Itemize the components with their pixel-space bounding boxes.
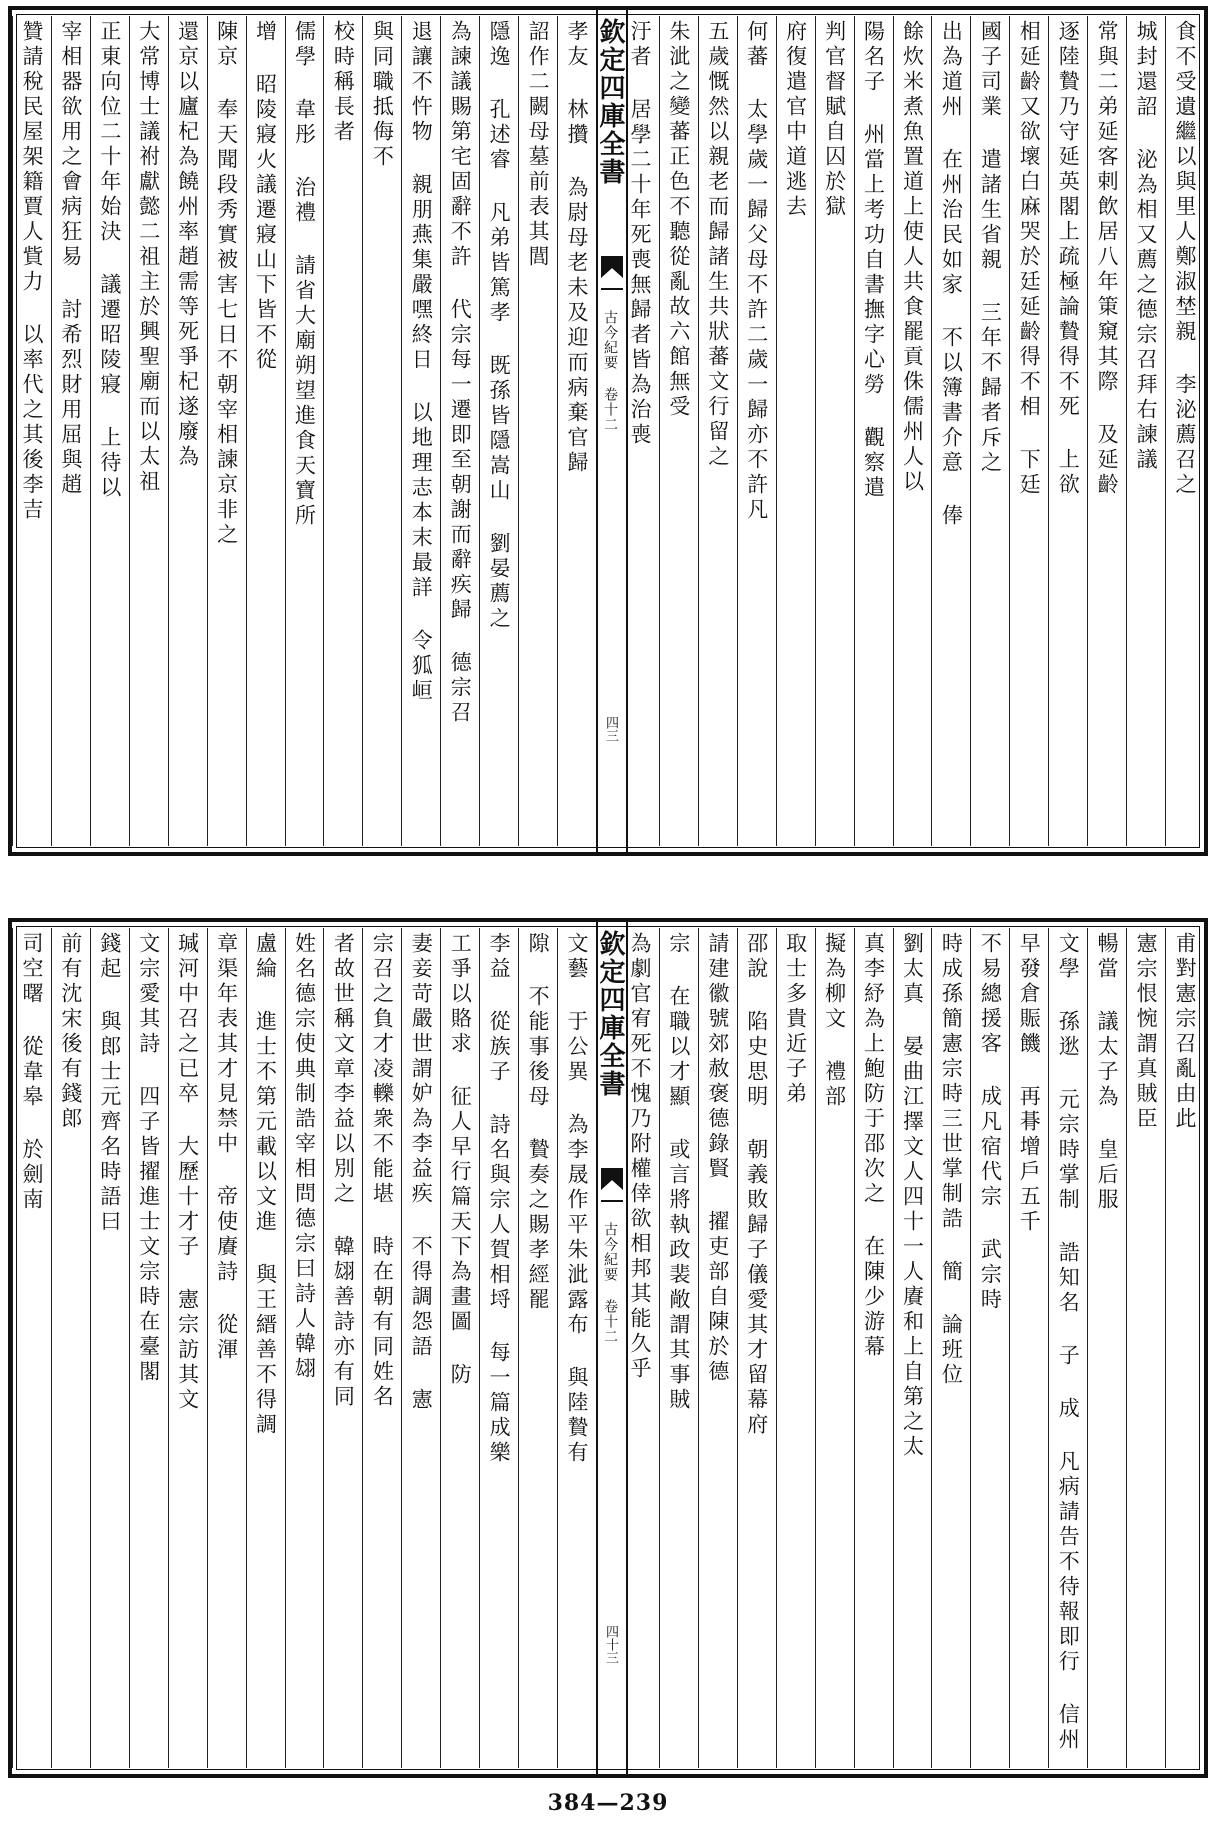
column-text: 取士多貴近子弟 [783,932,808,1107]
text-column [1126,928,1165,1768]
column-text: 盧綸 進士不第元載以文進 與王縉善不得調 [253,932,278,1438]
column-text: 妻妾苛嚴世謂妒為李益疾 不得調怨語 憲 [409,932,434,1413]
text-column [931,928,970,1768]
column-text: 真李紓為上鮑防于邵次之 在陳少游幕 [861,932,886,1360]
text-column [1126,16,1165,846]
column-text: 李益 從族子 詩名與宗人賀相埒 每一篇成樂 [487,932,512,1466]
text-column [854,16,893,846]
text-column [815,16,854,846]
text-column [285,16,324,846]
text-column [90,16,129,846]
text-column [12,928,51,1768]
column-text: 府復遣官中道逃去 [783,20,808,220]
column-text: 贊請稅民屋架籍賈人貲力 以率代之其後李吉 [19,20,44,523]
column-text: 出為道州 在州治民如家 不以簿書介意 俸 [939,20,964,529]
text-column [90,928,129,1768]
text-column [207,928,246,1768]
text-column [12,16,51,846]
column-text: 增 昭陵寢火議遷寢山下皆不從 [253,20,278,373]
text-column [854,928,893,1768]
column-text: 時成孫簡憲宗時三世掌制誥 簡 論班位 [939,932,964,1388]
text-column [1009,928,1048,1768]
footer-page-label: 384—239 [547,1790,669,1816]
column-text: 詔作二闕母墓前表其閭 [526,20,551,270]
column-text: 者故世稱文章李益以別之 韓翃善詩亦有同 [331,932,356,1410]
column-text: 隱逸 孔述睿 凡弟皆篤孝 既孫皆隱嵩山 劉晏薦之 [487,20,512,632]
top-center-fold [596,10,628,852]
text-column [51,16,90,846]
page-number: 四十三 [603,1625,618,1664]
column-text: 甫對憲宗召亂由此 [1173,932,1197,1132]
bottom-left-half [12,922,596,1774]
text-column [1165,928,1204,1768]
column-text: 餘炊米煮魚置道上使人共食罷貢侏儒州人以 [900,20,925,495]
text-column [1048,16,1087,846]
text-column [737,16,776,846]
text-column [246,16,285,846]
column-text: 請建徽號郊赦褒德錄賢 擢吏部自陳於德 [705,932,730,1385]
text-column [1087,16,1126,846]
text-column [401,928,440,1768]
text-column [518,16,557,846]
text-column [815,928,854,1768]
book-title: 欽定四庫全書 [595,930,625,1098]
column-text: 文宗愛其詩 四子皆擢進士文宗時在臺閣 [136,932,161,1385]
text-column [440,16,479,846]
text-column [557,928,596,1768]
text-column [1165,16,1204,846]
column-text: 姓名德宗使典制誥宰相問德宗曰詩人韓翃 [292,932,317,1382]
text-column [518,928,557,1768]
column-text: 錢起 與郎士元齊名時語曰 [97,932,122,1235]
text-column [557,16,596,846]
column-text: 正東向位二十年始決 議遷昭陵寢 上待以 [97,20,122,501]
bottom-center-fold [596,922,628,1774]
text-column [698,16,737,846]
bottom-right-half [620,922,1204,1774]
column-text: 國子司業 遣諸生省親 三年不歸者斥之 [978,20,1003,476]
column-text: 汙者 居學二十年死喪無歸者皆為治喪 [627,20,652,448]
column-text: 憲宗恨惋謂真賊臣 [1134,932,1159,1132]
book-subtitle: 古今紀要 卷十二 [602,310,618,432]
column-text: 儒學 韋彤 治禮 請省大廟朔望進食天寶所 [292,20,317,529]
book-subtitle: 古今紀要 卷十二 [602,1222,618,1344]
fishtail-line-icon [601,1200,623,1212]
bottom-page [8,918,1208,1778]
text-column [362,928,401,1768]
text-column [246,928,285,1768]
column-text: 瑊河中召之已卒 大歷十才子 憲宗訪其文 [175,932,200,1413]
fishtail-mark-icon [601,1168,623,1190]
text-column [737,928,776,1768]
text-column [970,16,1009,846]
text-column [323,928,362,1768]
column-text: 校時稱長者 [331,20,356,145]
column-text: 城封還詔 泌為相又薦之德宗召拜右諫議 [1134,20,1159,473]
text-column [931,16,970,846]
text-column [207,16,246,846]
column-text: 陽名子 州當上考功自書撫字心勞 觀察遣 [861,20,886,501]
text-column [440,928,479,1768]
column-text: 還京以廬杞為饒州率趙需等死爭杞遂廢為 [175,20,200,470]
text-column [129,928,168,1768]
column-text: 章渠年表其才見禁中 帝使賡詩 從渾 [214,932,239,1363]
top-right-half [620,10,1204,852]
text-column [1087,928,1126,1768]
column-text: 工爭以賂求 征人早行篇天下為畫圖 防 [448,932,473,1388]
text-column [776,928,815,1768]
column-text: 邵說 陷史思明 朝義敗歸子儀愛其才留幕府 [744,932,769,1438]
column-text: 暢當 議太子為 皇后服 [1095,932,1120,1213]
text-column [970,928,1009,1768]
text-column [698,928,737,1768]
column-text: 與同職抵侮不 [370,20,395,170]
text-column [659,928,698,1768]
column-text: 宰相器欲用之會病狂易 討希烈財用屈與趙 [58,20,83,498]
text-column [1048,928,1087,1768]
column-text: 朱泚之變蕃正色不聽從亂故六館無受 [666,20,691,420]
text-column [479,928,518,1768]
column-text: 食不受遺繼以與里人鄭淑埜親 李泌薦召之 [1173,20,1197,498]
book-title: 欽定四庫全書 [595,18,625,186]
column-text: 陳京 奉天聞段秀實被害七日不朝宰相諫京非之 [214,20,239,548]
fishtail-mark-icon [601,256,623,278]
text-column [893,928,932,1768]
column-text: 宗 在職以才顯 或言將執政裴敞謂其事賊 [666,932,691,1413]
text-column [1009,16,1048,846]
text-column [129,16,168,846]
column-text: 文學 孫逖 元宗時掌制 誥知名 子 成 凡病請告不待報即行 信州 [1056,932,1081,1753]
column-text: 判官督賦自囚於獄 [822,20,847,220]
text-column [51,928,90,1768]
column-text: 文藝 于公異 為李晟作平朱泚露布 與陸贄有 [565,932,589,1466]
fishtail-line-icon [601,288,623,300]
column-text: 早發倉賑饑 再朞增戶五千 [1017,932,1042,1235]
column-text: 為劇官宥死不愧乃附權倖欲相邦其能久乎 [627,932,652,1382]
column-text: 擬為柳文 禮部 [822,932,847,1110]
text-column [401,16,440,846]
column-text: 隙 不能事後母 贄奏之賜孝經罷 [526,932,551,1313]
column-text: 孝友 林攢 為尉母老未及迎而病棄官歸 [565,20,589,476]
column-text: 逐陸贄乃守延英閣上疏極論贄得不死 上欲 [1056,20,1081,498]
column-text: 五歲慨然以親老而歸諸生共狀蕃文行留之 [705,20,730,470]
column-text: 司空曙 從韋皋 於劍南 [19,932,44,1213]
column-text: 宗召之負才凌轢衆不能堪 時在朝有同姓名 [370,932,395,1410]
column-text: 何蕃 太學歲一歸父母不許二歲一歸亦不許凡 [744,20,769,523]
top-page [8,6,1208,856]
column-text: 退讓不忤物 親朋燕集嚴嘿終日 以地理志本末最詳 令狐峘 [409,20,434,704]
column-text: 為諫議賜第宅固辭不許 代宗每一遷即至朝謝而辭疾歸 德宗召 [448,20,473,726]
column-text: 劉太真 晏曲江擇文人四十一人賡和上自第之太 [900,932,925,1460]
text-column [168,928,207,1768]
text-column [776,16,815,846]
top-left-half [12,10,596,852]
text-column [659,16,698,846]
column-text: 不易總援客 成凡宿代宗 武宗時 [978,932,1003,1313]
column-text: 大常博士議祔獻懿二祖主於興聖廟而以太祖 [136,20,161,495]
text-column [168,16,207,846]
text-column [362,16,401,846]
column-text: 相延齡又欲壞白麻哭於廷延齡得不相 下廷 [1017,20,1042,498]
text-column [479,16,518,846]
column-text: 前有沈宋後有錢郎 [58,932,83,1132]
text-column [893,16,932,846]
column-text: 常與二弟延客剌飲居八年䇿窺其際 及延齡 [1095,20,1120,498]
text-column [285,928,324,1768]
page-number: 四三 [603,716,618,742]
text-column [323,16,362,846]
